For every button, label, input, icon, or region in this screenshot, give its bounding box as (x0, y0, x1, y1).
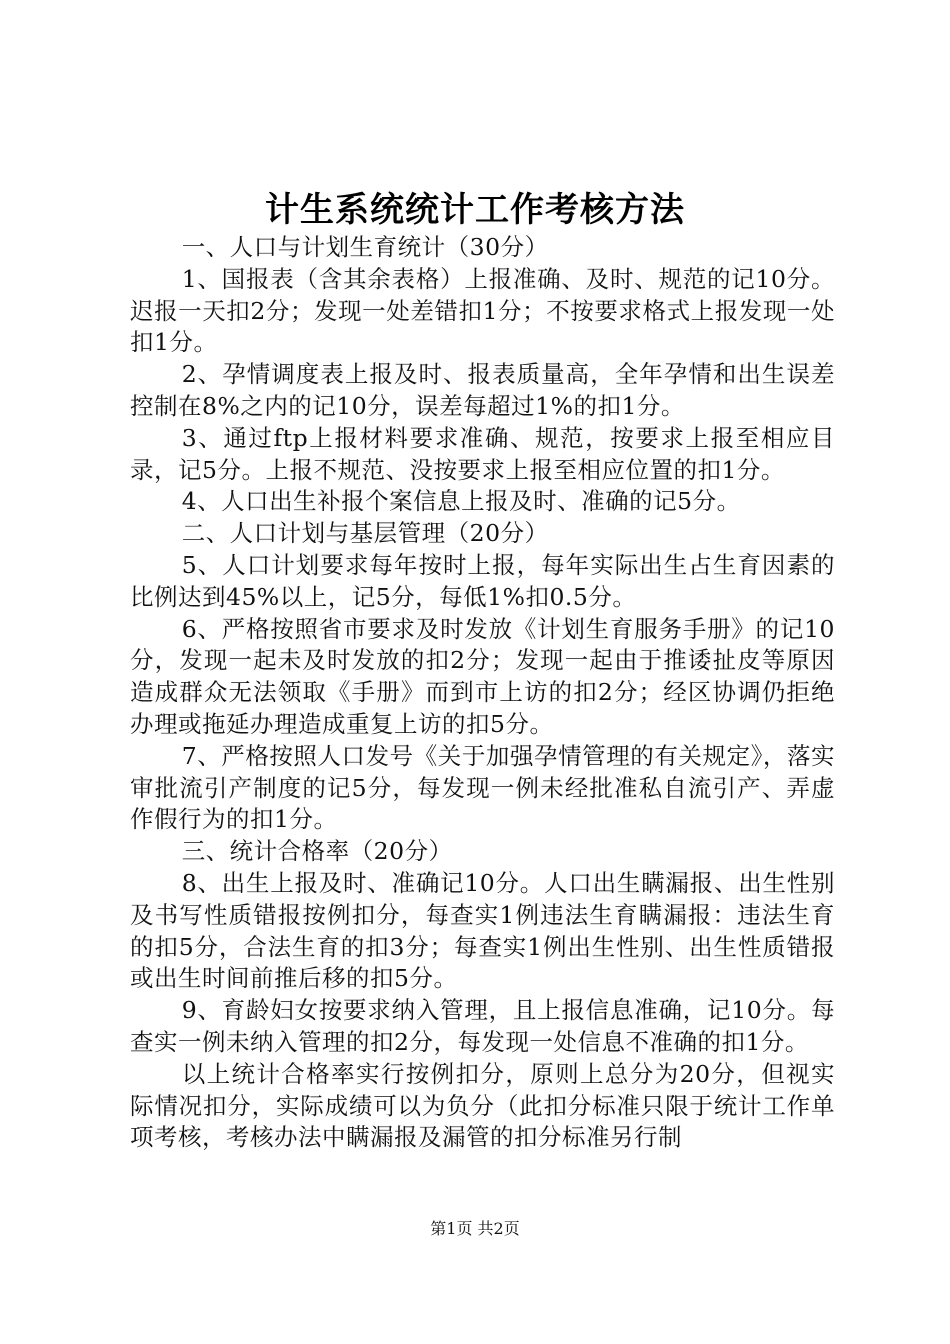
document-title: 计生系统统计工作考核方法 (265, 190, 685, 230)
section-heading: 二、人口计划与基层管理（20分） (181, 519, 549, 548)
paragraph: 6、严格按照省市要求及时发放《计划生育服务手册》的记10分，发现一起未及时发放的扣2分；发现一起由于推诿扯皮等原因造成群众无法领取《手册》而到市上访的扣2分；经区协调仍拒绝办理或拖延办理造成重复上访的扣5分。 (130, 614, 835, 738)
section-heading: 三、统计合格率（20分） (181, 837, 453, 866)
paragraph: 3、通过ftp上报材料要求准确、规范，按要求上报至相应目录，记5分。上报不规范、没按要求上报至相应位置的扣1分。 (130, 423, 835, 484)
paragraph: 4、人口出生补报个案信息上报及时、准确的记5分。 (181, 487, 741, 516)
paragraph: 1、国报表（含其余表格）上报准确、及时、规范的记10分。迟报一天扣2分；发现一处差错扣1分；不按要求格式上报发现一处扣1分。 (130, 264, 835, 357)
paragraph: 9、育龄妇女按要求纳入管理，且上报信息准确，记10分。每查实一例未纳入管理的扣2分，每发现一处信息不准确的扣1分。 (130, 996, 835, 1056)
section-heading: 一、人口与计划生育统计（30分） (181, 233, 549, 261)
page-number-footer: 第1页 共2页 (430, 1219, 520, 1238)
paragraph: 7、严格按照人口发号《关于加强孕情管理的有关规定》，落实审批流引产制度的记5分，每发现一例未经批准私自流引产、弄虚作假行为的扣1分。 (130, 741, 835, 834)
document-body (130, 232, 835, 1154)
paragraph: 以上统计合格率实行按例扣分，原则上总分为20分，但视实际情况扣分，实际成绩可以为负分（此扣分标准只限于统计工作单项考核，考核办法中瞒漏报及漏管的扣分标准另行制 (130, 1059, 835, 1152)
paragraph: 5、人口计划要求每年按时上报，每年实际出生占生育因素的比例达到45%以上，记5分，每低1%扣0.5分。 (130, 550, 835, 611)
paragraph: 8、出生上报及时、准确记10分。人口出生瞒漏报、出生性别及书写性质错报按例扣分，每查实1例违法生育瞒漏报：违法生育的扣5分，合法生育的扣3分；每查实1例出生性别、出生性质错报或出生时间前推后移的扣5分。 (130, 868, 835, 993)
paragraph: 2、孕情调度表上报及时、报表质量高，全年孕情和出生误差控制在8%之内的记10分，误差每超过1%的扣1分。 (130, 360, 835, 420)
